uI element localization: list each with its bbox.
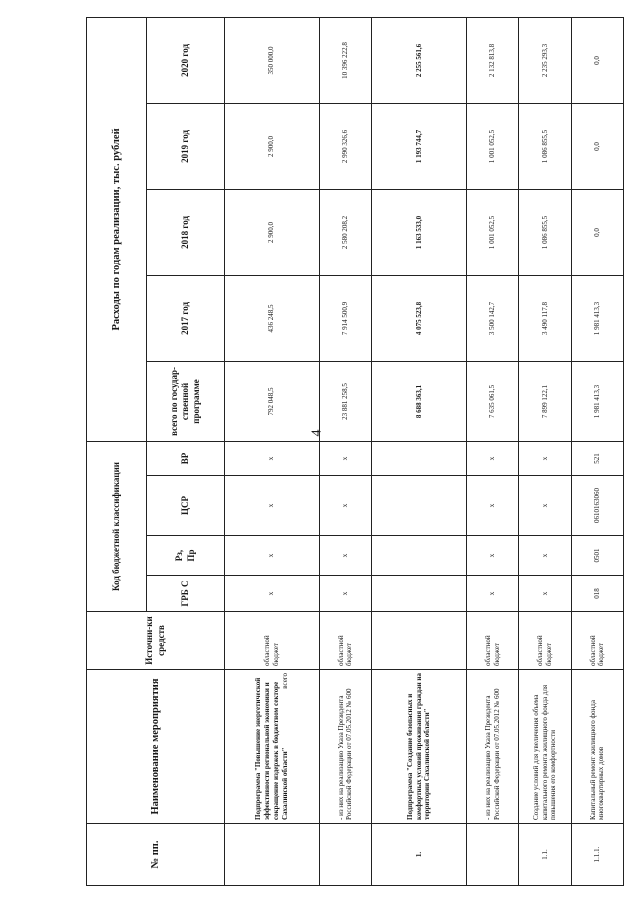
row-csr: x	[225, 476, 320, 536]
row-2018: 1 001 052,5	[466, 189, 518, 275]
row-source: областной бюджет	[466, 612, 518, 670]
row-2020: 2 132 813,8	[466, 17, 518, 103]
row-rzpr: x	[225, 536, 320, 576]
header-name: Наименование мероприятия	[87, 670, 225, 824]
row-vr: 521	[571, 441, 623, 475]
row-name: Подпрограмма "Создание безопасных и комфортных условий проживания граждан на территории Сахалинской области"	[372, 670, 467, 824]
row-num: 1.1.1.	[571, 824, 623, 886]
row-rzpr: x	[466, 536, 518, 576]
row-2017: 7 914 500,9	[319, 275, 371, 361]
row-csr: x	[519, 476, 571, 536]
row-2020: 350 000,0	[225, 17, 320, 103]
row-rzpr	[372, 536, 467, 576]
row-grbs: x	[225, 576, 320, 612]
row-grbs: 018	[571, 576, 623, 612]
row-num: 1.	[372, 824, 467, 886]
row-grbs: x	[319, 576, 371, 612]
row-source: областной бюджет	[571, 612, 623, 670]
header-source: Источни-ки средств	[87, 612, 225, 670]
row-total: 7 899 122,1	[519, 361, 571, 441]
row-num	[466, 824, 518, 886]
budget-table-wrapper	[86, 18, 624, 886]
row-2018: 0,0	[571, 189, 623, 275]
row-2019: 0,0	[571, 103, 623, 189]
header-2019: 2019 год	[147, 103, 225, 189]
row-vr: x	[519, 441, 571, 475]
row-name: - из них на реализацию Указа Президента Российской Федерации от 07.05.2012 № 600	[319, 670, 371, 824]
row-2019: 1 086 855,5	[519, 103, 571, 189]
header-pr: Пр	[185, 549, 196, 562]
row-2017: 3 490 117,8	[519, 275, 571, 361]
table-row	[372, 17, 467, 885]
row-2017: 3 500 142,7	[466, 275, 518, 361]
row-total: 1 981 413,3	[571, 361, 623, 441]
table-row	[571, 17, 623, 885]
row-source: областной бюджет	[519, 612, 571, 670]
row-2018: 1 086 855,5	[519, 189, 571, 275]
row-vr	[372, 441, 467, 475]
header-csr: ЦСР	[147, 476, 225, 536]
row-2018: 1 163 533,0	[372, 189, 467, 275]
row-source: областной бюджет	[225, 612, 320, 670]
row-2019: 1 001 052,5	[466, 103, 518, 189]
row-num	[225, 824, 320, 886]
row-rzpr: x	[519, 536, 571, 576]
row-2018: 2 580 208,2	[319, 189, 371, 275]
row-name-extra: всего	[280, 673, 289, 689]
row-total: 23 881 258,5	[319, 361, 371, 441]
row-total: 8 688 363,1	[372, 361, 467, 441]
page-number: 4	[309, 429, 325, 437]
row-2020: 10 396 222,8	[319, 17, 371, 103]
row-source: областной бюджет	[319, 612, 371, 670]
row-grbs: x	[466, 576, 518, 612]
row-2017: 1 981 413,3	[571, 275, 623, 361]
row-name	[225, 670, 320, 824]
row-total: 792 048,5	[225, 361, 320, 441]
row-2020: 0,0	[571, 17, 623, 103]
row-2019: 2 990 326,6	[319, 103, 371, 189]
row-vr: x	[225, 441, 320, 475]
row-2020: 2 255 561,6	[372, 17, 467, 103]
row-name: Создание условий для увеличения объема капитального ремонта жилищного фонда для повышения его комфортности	[519, 670, 571, 824]
header-total: всего по государ-ственной программе	[147, 361, 225, 441]
header-rz: Рз,	[174, 549, 185, 562]
table-row	[225, 17, 320, 885]
table-row	[319, 17, 371, 885]
row-num	[319, 824, 371, 886]
header-2017: 2017 год	[147, 275, 225, 361]
row-csr: 0610163060	[571, 476, 623, 536]
row-2017: 436 248,5	[225, 275, 320, 361]
header-vr: ВР	[147, 441, 225, 475]
row-name: - из них на реализацию Указа Президента Российской Федерации от 07.05.2012 № 600	[466, 670, 518, 824]
row-name: Капитальный ремонт жилищного фонда многоквартирных домов	[571, 670, 623, 824]
row-2018: 2 900,0	[225, 189, 320, 275]
row-vr: x	[319, 441, 371, 475]
row-rzpr: x	[319, 536, 371, 576]
row-grbs: x	[519, 576, 571, 612]
header-2020: 2020 год	[147, 17, 225, 103]
row-source	[372, 612, 467, 670]
row-rzpr: 0501	[571, 536, 623, 576]
row-csr	[372, 476, 467, 536]
row-vr: x	[466, 441, 518, 475]
row-2017: 4 075 523,8	[372, 275, 467, 361]
row-csr: x	[466, 476, 518, 536]
header-budget-code: Код бюджетной классификации	[87, 441, 147, 611]
table-row	[519, 17, 571, 885]
header-2018: 2018 год	[147, 189, 225, 275]
row-2019: 2 900,0	[225, 103, 320, 189]
header-expenses: Расходы по годам реализации, тыс. рублей	[87, 17, 147, 441]
budget-table	[86, 17, 624, 886]
header-grbs: ГРБ С	[147, 576, 225, 612]
table-row	[466, 17, 518, 885]
row-2020: 2 235 293,3	[519, 17, 571, 103]
header-num: № пп.	[87, 824, 225, 886]
header-rz-pr	[147, 536, 225, 576]
row-2019: 1 193 744,7	[372, 103, 467, 189]
row-name-text: Подпрограмма "Повышение энергетической эффективности региональной экономики и сокращение издержек в бюджетном секторе Сахалинской области"	[254, 677, 289, 820]
row-grbs	[372, 576, 467, 612]
row-num: 1.1.	[519, 824, 571, 886]
row-csr: x	[319, 476, 371, 536]
row-total: 7 635 061,5	[466, 361, 518, 441]
